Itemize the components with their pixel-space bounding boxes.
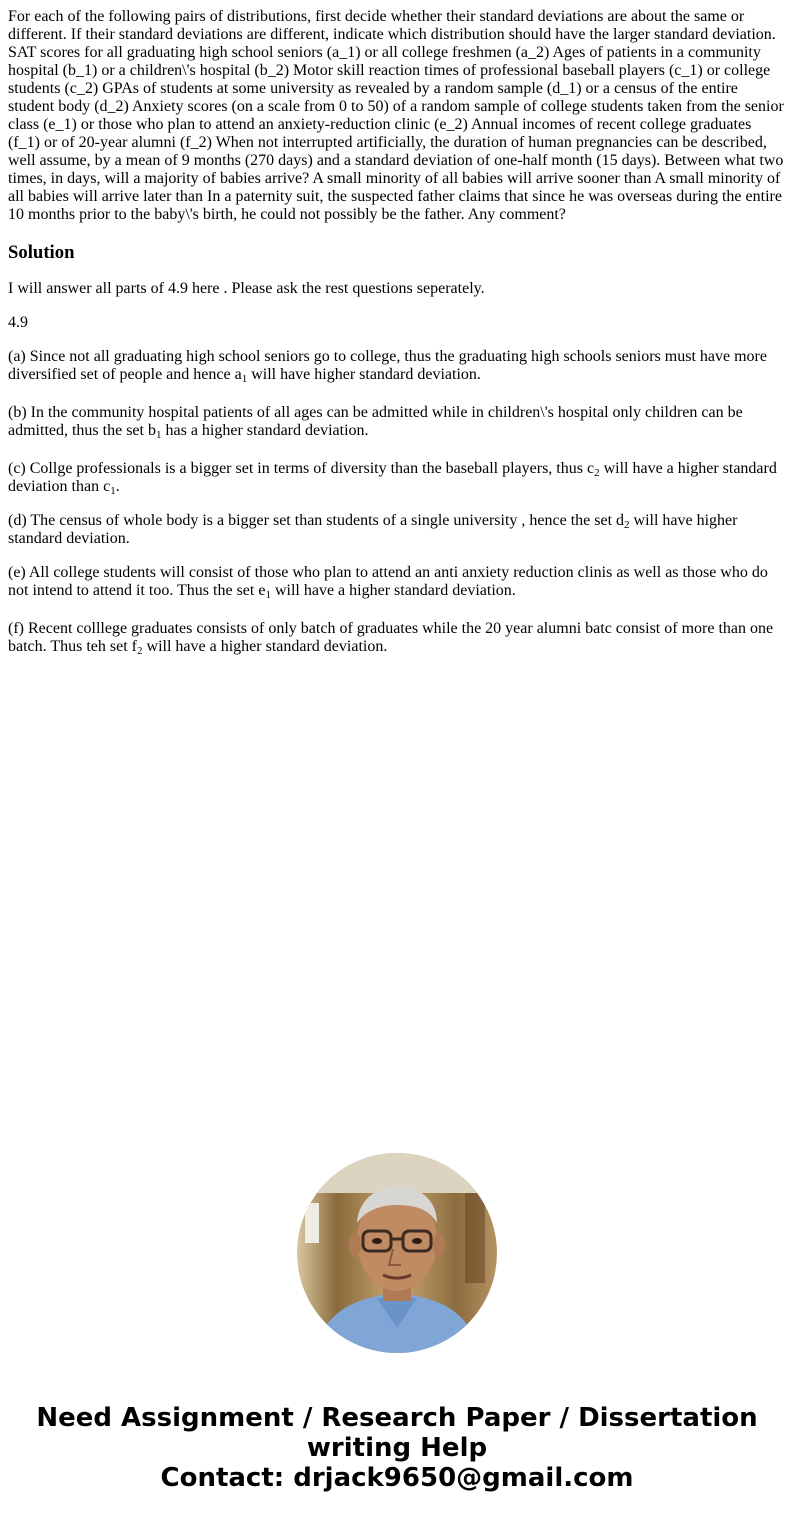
solution-intro: I will answer all parts of 4.9 here . Please ask the rest questions seperately.	[8, 280, 485, 297]
answer-d-text: (d) The census of whole body is a bigger set than students of a single university , hence the set d	[8, 512, 625, 529]
answer-b-subscript: 1	[155, 429, 162, 441]
footer-line-2: writing Help	[306, 1433, 488, 1463]
answer-a-subscript: 1	[241, 373, 248, 385]
answer-e-subscript: 1	[265, 589, 271, 601]
solution-heading: Solution	[8, 242, 75, 263]
answer-c-text-end: .	[115, 478, 120, 495]
answer-b-text-end: has a higher standard deviation.	[161, 422, 369, 439]
footer-line-1: Need Assignment / Research Paper / Dissertation	[36, 1403, 758, 1433]
answer-e-text-end: will have a higher standard deviation.	[270, 582, 516, 599]
answer-d	[8, 512, 786, 548]
document-body	[8, 8, 786, 656]
answer-f-subscript: 2	[137, 645, 143, 657]
person-photo-icon	[297, 1153, 497, 1353]
answer-c-subscript-2: 1	[110, 485, 116, 497]
answer-a-text-end: will have higher standard deviation.	[247, 366, 481, 383]
question-text: For each of the following pairs of distributions, first decide whether their standard deviations are about the same or different. If their standard deviations are different, indicate which distribution should have the larger standard deviation. SAT scores for all graduating high school seniors (a_1) or all college freshmen (a_2) Ages of patients in a community hospital (b_1) or a children\'s hospital (b_2) Motor skill reaction times of professional baseball players (c_1) or college students (c_2) GPAs of students at some university as revealed by a random sample (d_1) or a census of the entire student body (d_2) Anxiety scores (on a scale from 0 to 50) of a random sample of college students taken from the senior class (e_1) or those who plan to attend an anxiety-reduction clinic (e_2) Annual incomes of recent college graduates (f_1) or of 20-year alumni (f_2) When not interrupted artificially, the duration of human pregnancies can be described, well assume, by a mean of 9 months (270 days) and a standard deviation of one-half month (15 days). Between what two times, in days, will a majority of babies arrive? A small minority of all babies will arrive sooner than A small minority of all babies will arrive later than In a paternity suit, the suspected father claims that since he was overseas during the entire 10 months prior to the baby\'s birth, he could not possibly be the father. Any comment?	[8, 8, 784, 223]
answer-d-subscript: 2	[624, 519, 630, 531]
answer-a	[8, 348, 786, 384]
answer-e	[8, 564, 786, 600]
answer-a-text: (a) Since not all graduating high school seniors go to college, thus the graduating high schools seniors must have more diversified set of people and hence a	[8, 348, 767, 383]
answer-e-text: (e) All college students will consist of those who plan to attend an anti anxiety reduction clinis as well as those who do not intend to attend it too. Thus the set e	[8, 564, 768, 599]
footer-contact: Contact: drjack9650@gmail.com	[160, 1463, 634, 1493]
answer-d-text-end: will have higher standard deviation.	[8, 512, 738, 547]
answer-f-text: (f) Recent colllege graduates consists of only batch of graduates while the 20 year alumni batc consist of more than one batch. Thus teh set f	[8, 620, 774, 655]
answer-c-text: (c) Collge professionals is a bigger set in terms of diversity than the baseball players, thus c	[8, 460, 595, 477]
answer-c-subscript: 2	[594, 467, 600, 479]
answer-c	[8, 460, 786, 496]
answer-f	[8, 620, 786, 656]
answer-f-text-end: will have a higher standard deviation.	[142, 638, 388, 655]
answer-b	[8, 404, 786, 440]
footer-promo	[0, 1403, 794, 1493]
section-number: 4.9	[8, 314, 28, 331]
answer-c-text-middle: will have a higher standard deviation than c	[8, 460, 777, 495]
answer-b-text: (b) In the community hospital patients of all ages can be admitted while in children\'s hospital only children can be admitted, thus the set b	[8, 404, 743, 439]
